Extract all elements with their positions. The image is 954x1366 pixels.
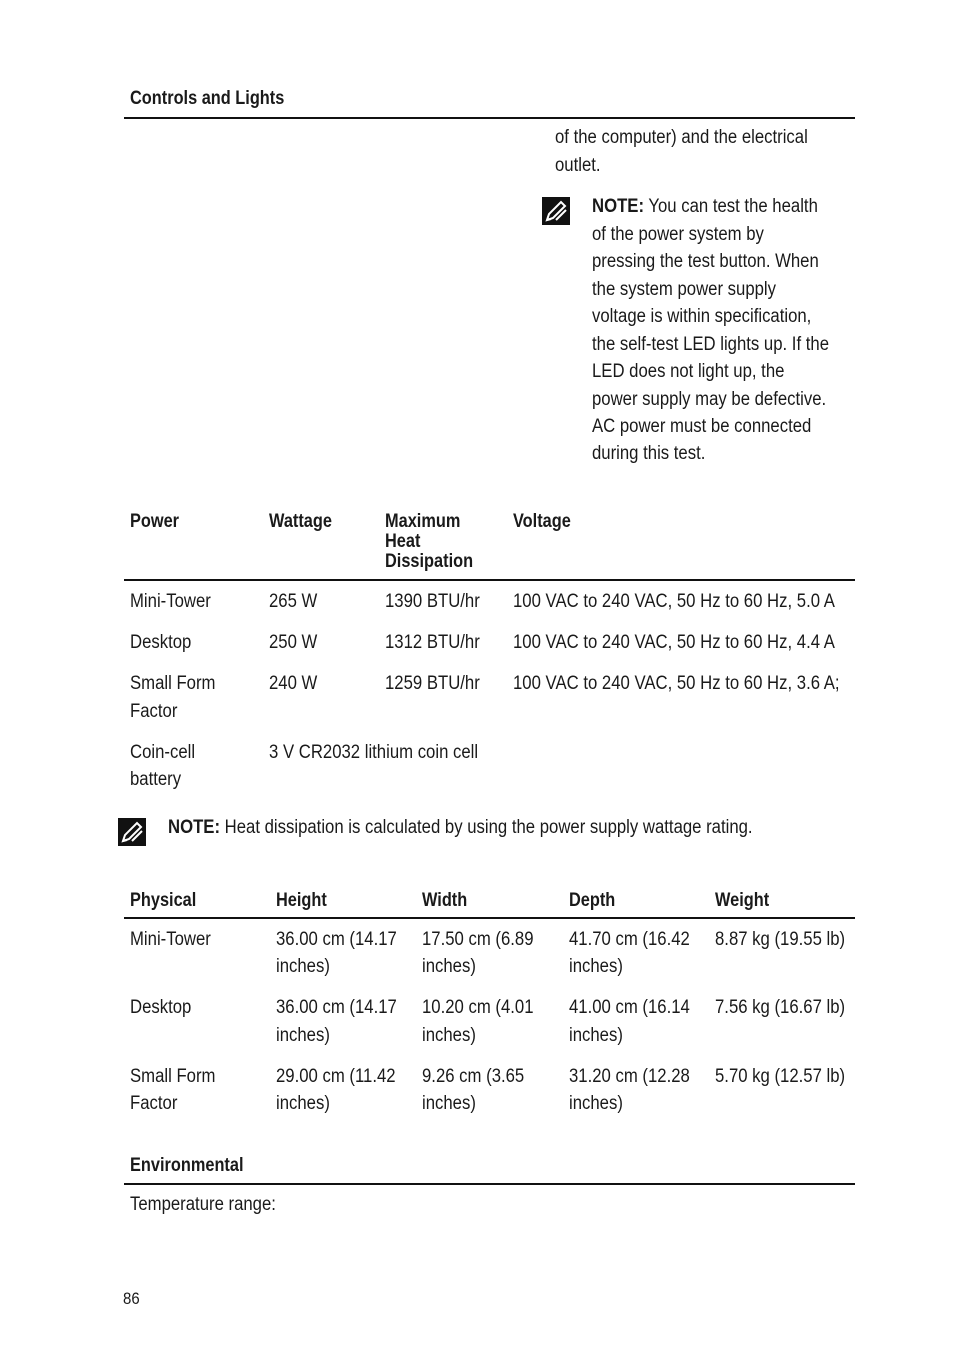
power-header-voltage: Voltage [513,511,571,532]
physical-row-3-width-1: 9.26 cm (3.65 [422,1066,525,1087]
physical-row-2-depth-1: 41.00 cm (16.14 [569,997,690,1018]
note-1-line-2: of the power system by [592,223,764,245]
physical-row-3-width-2: inches) [422,1093,476,1114]
power-row-3-name-2: Factor [130,701,178,722]
power-row-3-heat: 1259 BTU/hr [385,673,480,694]
note-1-line-8: power supply may be defective. [592,388,827,410]
coin-cell-value: 3 V CR2032 lithium coin cell [269,742,479,763]
physical-row-1-weight: 8.87 kg (19.55 lb) [715,929,846,950]
physical-row-2-height-2: inches) [276,1025,330,1046]
note-pencil-icon [118,818,146,846]
physical-header-weight: Weight [715,890,770,911]
temperature-range-label: Temperature range: [130,1194,276,1215]
power-row-2-name: Desktop [130,632,192,653]
coin-cell-label-2: battery [130,769,182,790]
physical-row-2-width-1: 10.20 cm (4.01 [422,997,534,1018]
power-row-1-wattage: 265 W [269,591,318,612]
note-pencil-icon [542,197,570,225]
physical-row-2-height-1: 36.00 cm (14.17 [276,997,397,1018]
continued-text-line-2: outlet. [555,155,601,176]
power-row-1-voltage: 100 VAC to 240 VAC, 50 Hz to 60 Hz, 5.0 A [513,591,835,612]
physical-row-1-depth-2: inches) [569,956,623,977]
note-1-line-3: pressing the test button. When [592,251,819,272]
power-header-heat-2: Heat [385,531,421,552]
heat-note: NOTE: Heat dissipation is calculated by using the power supply wattage rating. [168,817,753,838]
physical-row-1-depth-1: 41.70 cm (16.42 [569,929,690,950]
header-rule [124,117,855,119]
power-row-2-heat: 1312 BTU/hr [385,632,480,653]
power-row-3-wattage: 240 W [269,673,318,694]
power-header-heat-3: Dissipation [385,551,474,572]
power-header-heat-1: Maximum [385,511,461,532]
physical-row-2-depth-2: inches) [569,1025,623,1046]
section-title-environmental: Environmental [130,1155,244,1176]
physical-row-3-name-2: Factor [130,1093,178,1114]
physical-row-2-weight: 7.56 kg (16.67 lb) [715,997,846,1018]
note-1-line-1: NOTE: You can test the health [592,196,818,217]
page-number: 86 [123,1289,140,1308]
power-row-1-name: Mini-Tower [130,591,211,612]
environmental-rule [124,1183,855,1185]
physical-row-3-height-1: 29.00 cm (11.42 [276,1066,396,1087]
physical-header-rule [124,917,855,919]
power-header-wattage: Wattage [269,511,332,532]
physical-row-1-height-1: 36.00 cm (14.17 [276,929,397,950]
physical-header-physical: Physical [130,890,197,911]
note-1-line-9: AC power must be connected [592,416,812,437]
physical-header-height: Height [276,890,327,911]
physical-row-3-height-2: inches) [276,1093,330,1114]
note-1-line-10: during this test. [592,443,706,464]
physical-header-width: Width [422,890,468,911]
physical-row-1-name: Mini-Tower [130,929,211,950]
power-row-2-wattage: 250 W [269,632,318,653]
physical-row-3-depth-2: inches) [569,1093,623,1114]
physical-row-2-name: Desktop [130,997,192,1018]
physical-row-3-depth-1: 31.20 cm (12.28 [569,1066,690,1087]
note-1-line-5: voltage is within specification, [592,306,812,327]
note-1-line-4: the system power supply [592,278,777,300]
physical-row-1-width-1: 17.50 cm (6.89 [422,929,534,950]
physical-header-depth: Depth [569,890,616,911]
power-header-power: Power [130,511,180,532]
note-1-line-7: LED does not light up, the [592,361,785,382]
power-row-1-heat: 1390 BTU/hr [385,591,480,612]
power-row-3-voltage: 100 VAC to 240 VAC, 50 Hz to 60 Hz, 3.6 A; [513,673,840,694]
coin-cell-label-1: Coin-cell [130,742,196,763]
physical-row-1-width-2: inches) [422,956,476,977]
physical-row-3-weight: 5.70 kg (12.57 lb) [715,1066,846,1087]
physical-row-3-name-1: Small Form [130,1066,216,1087]
power-row-2-voltage: 100 VAC to 240 VAC, 50 Hz to 60 Hz, 4.4 A [513,632,835,653]
section-title-controls: Controls and Lights [130,88,285,109]
continued-text-line-1: of the computer) and the electrical [555,127,808,148]
power-header-rule [124,579,855,581]
power-row-3-name-1: Small Form [130,673,216,694]
note-1-line-6: the self-test LED lights up. If the [592,333,829,355]
physical-row-1-height-2: inches) [276,956,330,977]
physical-row-2-width-2: inches) [422,1025,476,1046]
